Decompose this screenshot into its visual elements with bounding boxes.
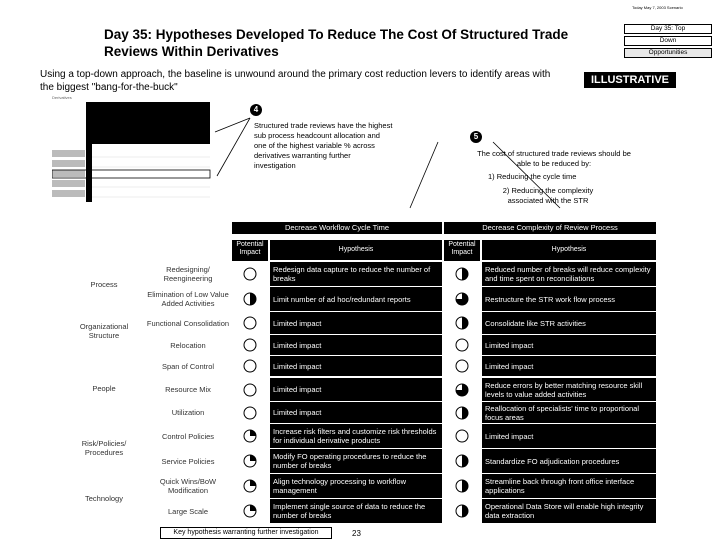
- lever-label: Elimination of Low Value Added Activities: [147, 290, 229, 308]
- impact-cell: [444, 449, 480, 473]
- harvey-ball-icon: [243, 292, 257, 306]
- lever-label: Resource Mix: [165, 385, 211, 394]
- hypothesis-cell: Consolidate like STR activities: [482, 312, 656, 334]
- lever-label: Relocation: [170, 340, 206, 350]
- impact-cell: [232, 424, 268, 448]
- impact-cell: [444, 312, 480, 334]
- harvey-ball-icon: [243, 383, 257, 397]
- breadcrumb-item[interactable]: Down: [624, 36, 712, 46]
- lever-label: Functional Consolidation: [146, 318, 230, 328]
- harvey-ball-icon: [455, 429, 469, 443]
- hypothesis-cell: Standardize FO adjudication procedures: [482, 449, 656, 473]
- column-header-hypothesis: Hypothesis: [482, 240, 656, 260]
- harvey-ball-icon: [455, 479, 469, 493]
- callout-badge-5: 5: [470, 131, 482, 143]
- impact-cell: [444, 262, 480, 286]
- harvey-ball-icon: [243, 359, 257, 373]
- mini-table-label: Derivatives: [52, 95, 72, 100]
- impact-cell: [232, 262, 268, 286]
- breadcrumb-item[interactable]: Day 35: Top: [624, 24, 712, 34]
- impact-cell: [444, 402, 480, 423]
- impact-cell: [444, 378, 480, 401]
- hypothesis-cell: Limited impact: [270, 335, 442, 355]
- group-header-cycle-time: Decrease Workflow Cycle Time: [232, 222, 442, 234]
- callout-badge-4: 4: [250, 104, 262, 116]
- category-label: Organizational Structure: [79, 322, 129, 340]
- hypothesis-cell: Limited impact: [482, 335, 656, 355]
- legend-key: Key hypothesis warranting further investigation: [160, 527, 332, 539]
- column-header-impact: Potential Impact: [444, 240, 480, 261]
- lever-label: Span of Control: [161, 361, 215, 371]
- category-label: People: [92, 384, 116, 393]
- hypothesis-cell: Redesign data capture to reduce the number of breaks: [270, 262, 442, 286]
- impact-cell: [444, 287, 480, 311]
- harvey-ball-icon: [243, 504, 257, 518]
- impact-cell: [232, 287, 268, 311]
- callout-5-item: 1) Reducing the cycle time: [488, 172, 577, 181]
- hypothesis-cell: Limit number of ad hoc/redundant reports: [270, 287, 442, 311]
- impact-cell: [444, 356, 480, 376]
- impact-cell: [232, 499, 268, 523]
- hypothesis-cell: Align technology processing to workflow management: [270, 474, 442, 498]
- harvey-ball-icon: [455, 406, 469, 420]
- hypothesis-cell: Streamline back through front office interface applications: [482, 474, 656, 498]
- hypothesis-cell: Limited impact: [270, 378, 442, 401]
- callout-5-text: The cost of structured trade reviews should be able to be reduced by:: [477, 149, 631, 168]
- lever-label: Control Policies: [161, 431, 215, 441]
- harvey-ball-icon: [243, 406, 257, 420]
- lever-label: Redesigning/ Reengineering: [163, 265, 213, 283]
- hypothesis-cell: Limited impact: [270, 312, 442, 334]
- callout-5-item: 2) Reducing the complexity associated with the STR: [502, 186, 594, 205]
- harvey-ball-icon: [243, 267, 257, 281]
- hypothesis-cell: Reallocation of specialists' time to proportional focus areas: [482, 402, 656, 423]
- illustrative-tag: ILLUSTRATIVE: [584, 72, 676, 88]
- hypothesis-cell: Increase risk filters and customize risk thresholds for individual derivative products: [270, 424, 442, 448]
- page-number: 23: [352, 529, 361, 538]
- impact-cell: [232, 402, 268, 423]
- harvey-ball-icon: [455, 267, 469, 281]
- lever-label: Utilization: [171, 408, 205, 417]
- column-header-hypothesis: Hypothesis: [270, 240, 442, 260]
- impact-cell: [232, 356, 268, 376]
- harvey-ball-icon: [243, 479, 257, 493]
- lever-label: Large Scale: [167, 506, 209, 516]
- hypothesis-cell: Restructure the STR work flow process: [482, 287, 656, 311]
- group-header-complexity: Decrease Complexity of Review Process: [444, 222, 656, 234]
- hypothesis-cell: Modify FO operating procedures to reduce the number of breaks: [270, 449, 442, 473]
- harvey-ball-icon: [243, 429, 257, 443]
- impact-cell: [232, 378, 268, 401]
- impact-cell: [444, 335, 480, 355]
- category-label: Risk/Policies/ Procedures: [81, 439, 127, 457]
- hypothesis-cell: Reduce errors by better matching resource skill levels to value added activities: [482, 378, 656, 401]
- hypothesis-cell: Limited impact: [482, 356, 656, 376]
- hypothesis-cell: Operational Data Store will enable high integrity data extraction: [482, 499, 656, 523]
- impact-cell: [232, 449, 268, 473]
- impact-cell: [444, 424, 480, 448]
- lever-label: Service Policies: [161, 456, 215, 466]
- hypothesis-cell: Implement single source of data to reduce the number of breaks: [270, 499, 442, 523]
- date-note: Today May 7, 2003 Scenario: [632, 5, 683, 10]
- harvey-ball-icon: [243, 338, 257, 352]
- impact-cell: [232, 312, 268, 334]
- category-label: Process: [90, 280, 118, 289]
- page-subtitle: Using a top-down approach, the baseline is unwound around the primary cost reduction levers to identify areas with the biggest "bang-for-the-buck": [40, 69, 551, 93]
- harvey-ball-icon: [455, 338, 469, 352]
- harvey-ball-icon: [455, 316, 469, 330]
- lever-label: Quick Wins/BoW Modification: [159, 477, 217, 495]
- harvey-ball-icon: [243, 454, 257, 468]
- hypothesis-cell: Reduced number of breaks will reduce complexity and time spent on reconciliations: [482, 262, 656, 286]
- harvey-ball-icon: [243, 316, 257, 330]
- impact-cell: [444, 499, 480, 523]
- callout-4-text: Structured trade reviews have the highest sub process headcount allocation and one of the highest variable % across derivatives warranting further investigation: [254, 121, 393, 170]
- hypothesis-cell: Limited impact: [270, 402, 442, 423]
- harvey-ball-icon: [455, 454, 469, 468]
- harvey-ball-icon: [455, 383, 469, 397]
- category-label: Technology: [85, 494, 123, 503]
- harvey-ball-icon: [455, 292, 469, 306]
- harvey-ball-icon: [455, 359, 469, 373]
- hypothesis-cell: Limited impact: [270, 356, 442, 376]
- column-header-impact: Potential Impact: [232, 240, 268, 261]
- breadcrumb-item-current[interactable]: Opportunities: [624, 48, 712, 58]
- impact-cell: [232, 335, 268, 355]
- hypothesis-cell: Limited impact: [482, 424, 656, 448]
- harvey-ball-icon: [455, 504, 469, 518]
- page-title: Day 35: Hypotheses Developed To Reduce The Cost Of Structured Trade Reviews Within Derivatives: [104, 27, 569, 59]
- impact-cell: [232, 474, 268, 498]
- impact-cell: [444, 474, 480, 498]
